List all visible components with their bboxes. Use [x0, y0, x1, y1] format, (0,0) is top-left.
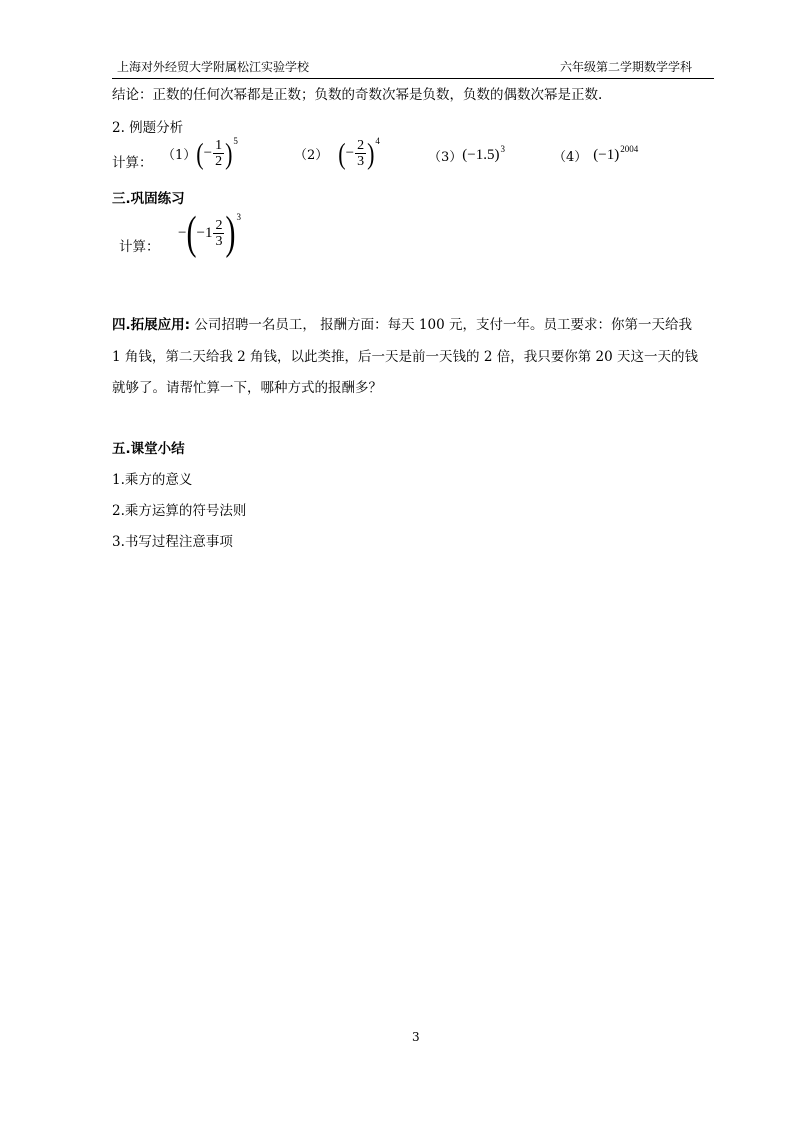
section3-title: 三.巩固练习	[112, 191, 185, 207]
conclusion-text: 结论：正数的任何次幂都是正数；负数的奇数次幂是负数，负数的偶数次幂是正数.	[112, 87, 603, 103]
example-1-label: （1）	[162, 148, 197, 163]
example-2: （2） ( − $\frac{2}{3}$ ) $^4$	[294, 135, 380, 170]
exercise-expression: − ( − 1 $\frac{2}{3}$ ) $^3$	[178, 207, 241, 259]
example-4-exponent: 2004	[620, 144, 639, 154]
exercise-inner-sign: −	[196, 225, 205, 241]
exercise-outer-sign: −	[178, 225, 187, 241]
example-1-exponent: 5	[233, 136, 238, 146]
exercise-exponent: 3	[236, 212, 241, 222]
section3-calc-label: 计算：	[119, 239, 160, 255]
example-3-expression: (−1.5)	[462, 147, 500, 163]
example-heading: 2. 例题分析	[112, 120, 184, 136]
example-4-expression: (−1)	[593, 147, 620, 163]
exercise-whole: 1	[204, 225, 213, 241]
section5-title: 五.课堂小结	[112, 441, 185, 457]
example-2-label: （2）	[294, 148, 329, 163]
example-2-sign: −	[345, 145, 355, 161]
example-2-numerator: 2	[357, 138, 365, 153]
example-4-label: （4）	[553, 150, 588, 165]
example-2-denominator: 3	[357, 154, 365, 169]
calc-label: 计算：	[112, 155, 153, 171]
example-2-exponent: 4	[375, 136, 380, 146]
summary-item-3: 3.书写过程注意事项	[112, 534, 233, 550]
example-1-sign: −	[203, 145, 213, 161]
example-3	[428, 146, 505, 165]
section4-line-3: 就够了。请帮忙算一下，哪种方式的报酬多？	[112, 380, 382, 396]
section4-line-1-text: 公司招聘一名员工， 报酬方面：每天 100 元，支付一年。员工要求：你第一天给我	[190, 317, 692, 333]
header-rule	[112, 78, 714, 79]
page-number: 3	[412, 1030, 420, 1044]
example-1: （1） ( − $\frac{1}{2}$ ) $^5$	[162, 135, 238, 170]
example-1-numerator: 1	[215, 138, 223, 153]
example-3-exponent: 3	[500, 144, 505, 154]
example-4	[553, 146, 638, 165]
exercise-denominator: 3	[215, 234, 223, 249]
example-1-denominator: 2	[215, 154, 223, 169]
exercise-numerator: 2	[215, 218, 223, 233]
summary-item-2: 2.乘方运算的符号法则	[112, 503, 247, 519]
example-1-fraction	[213, 138, 224, 169]
header-school: 上海对外经贸大学附属松江实验学校	[117, 60, 310, 74]
section4-line-1	[112, 313, 692, 333]
header-course: 六年级第二学期数学学科	[560, 60, 693, 74]
example-2-fraction	[355, 138, 366, 169]
section4-line-2: 1 角钱，第二天给我 2 角钱，以此类推，后一天是前一天钱的 2 倍，我只要你第 20 天这一天的钱	[112, 349, 698, 365]
section4-title: 四.拓展应用:	[112, 317, 191, 333]
summary-item-1: 1.乘方的意义	[112, 472, 193, 488]
exercise-fraction	[213, 218, 224, 249]
example-3-label: （3）	[428, 150, 463, 165]
